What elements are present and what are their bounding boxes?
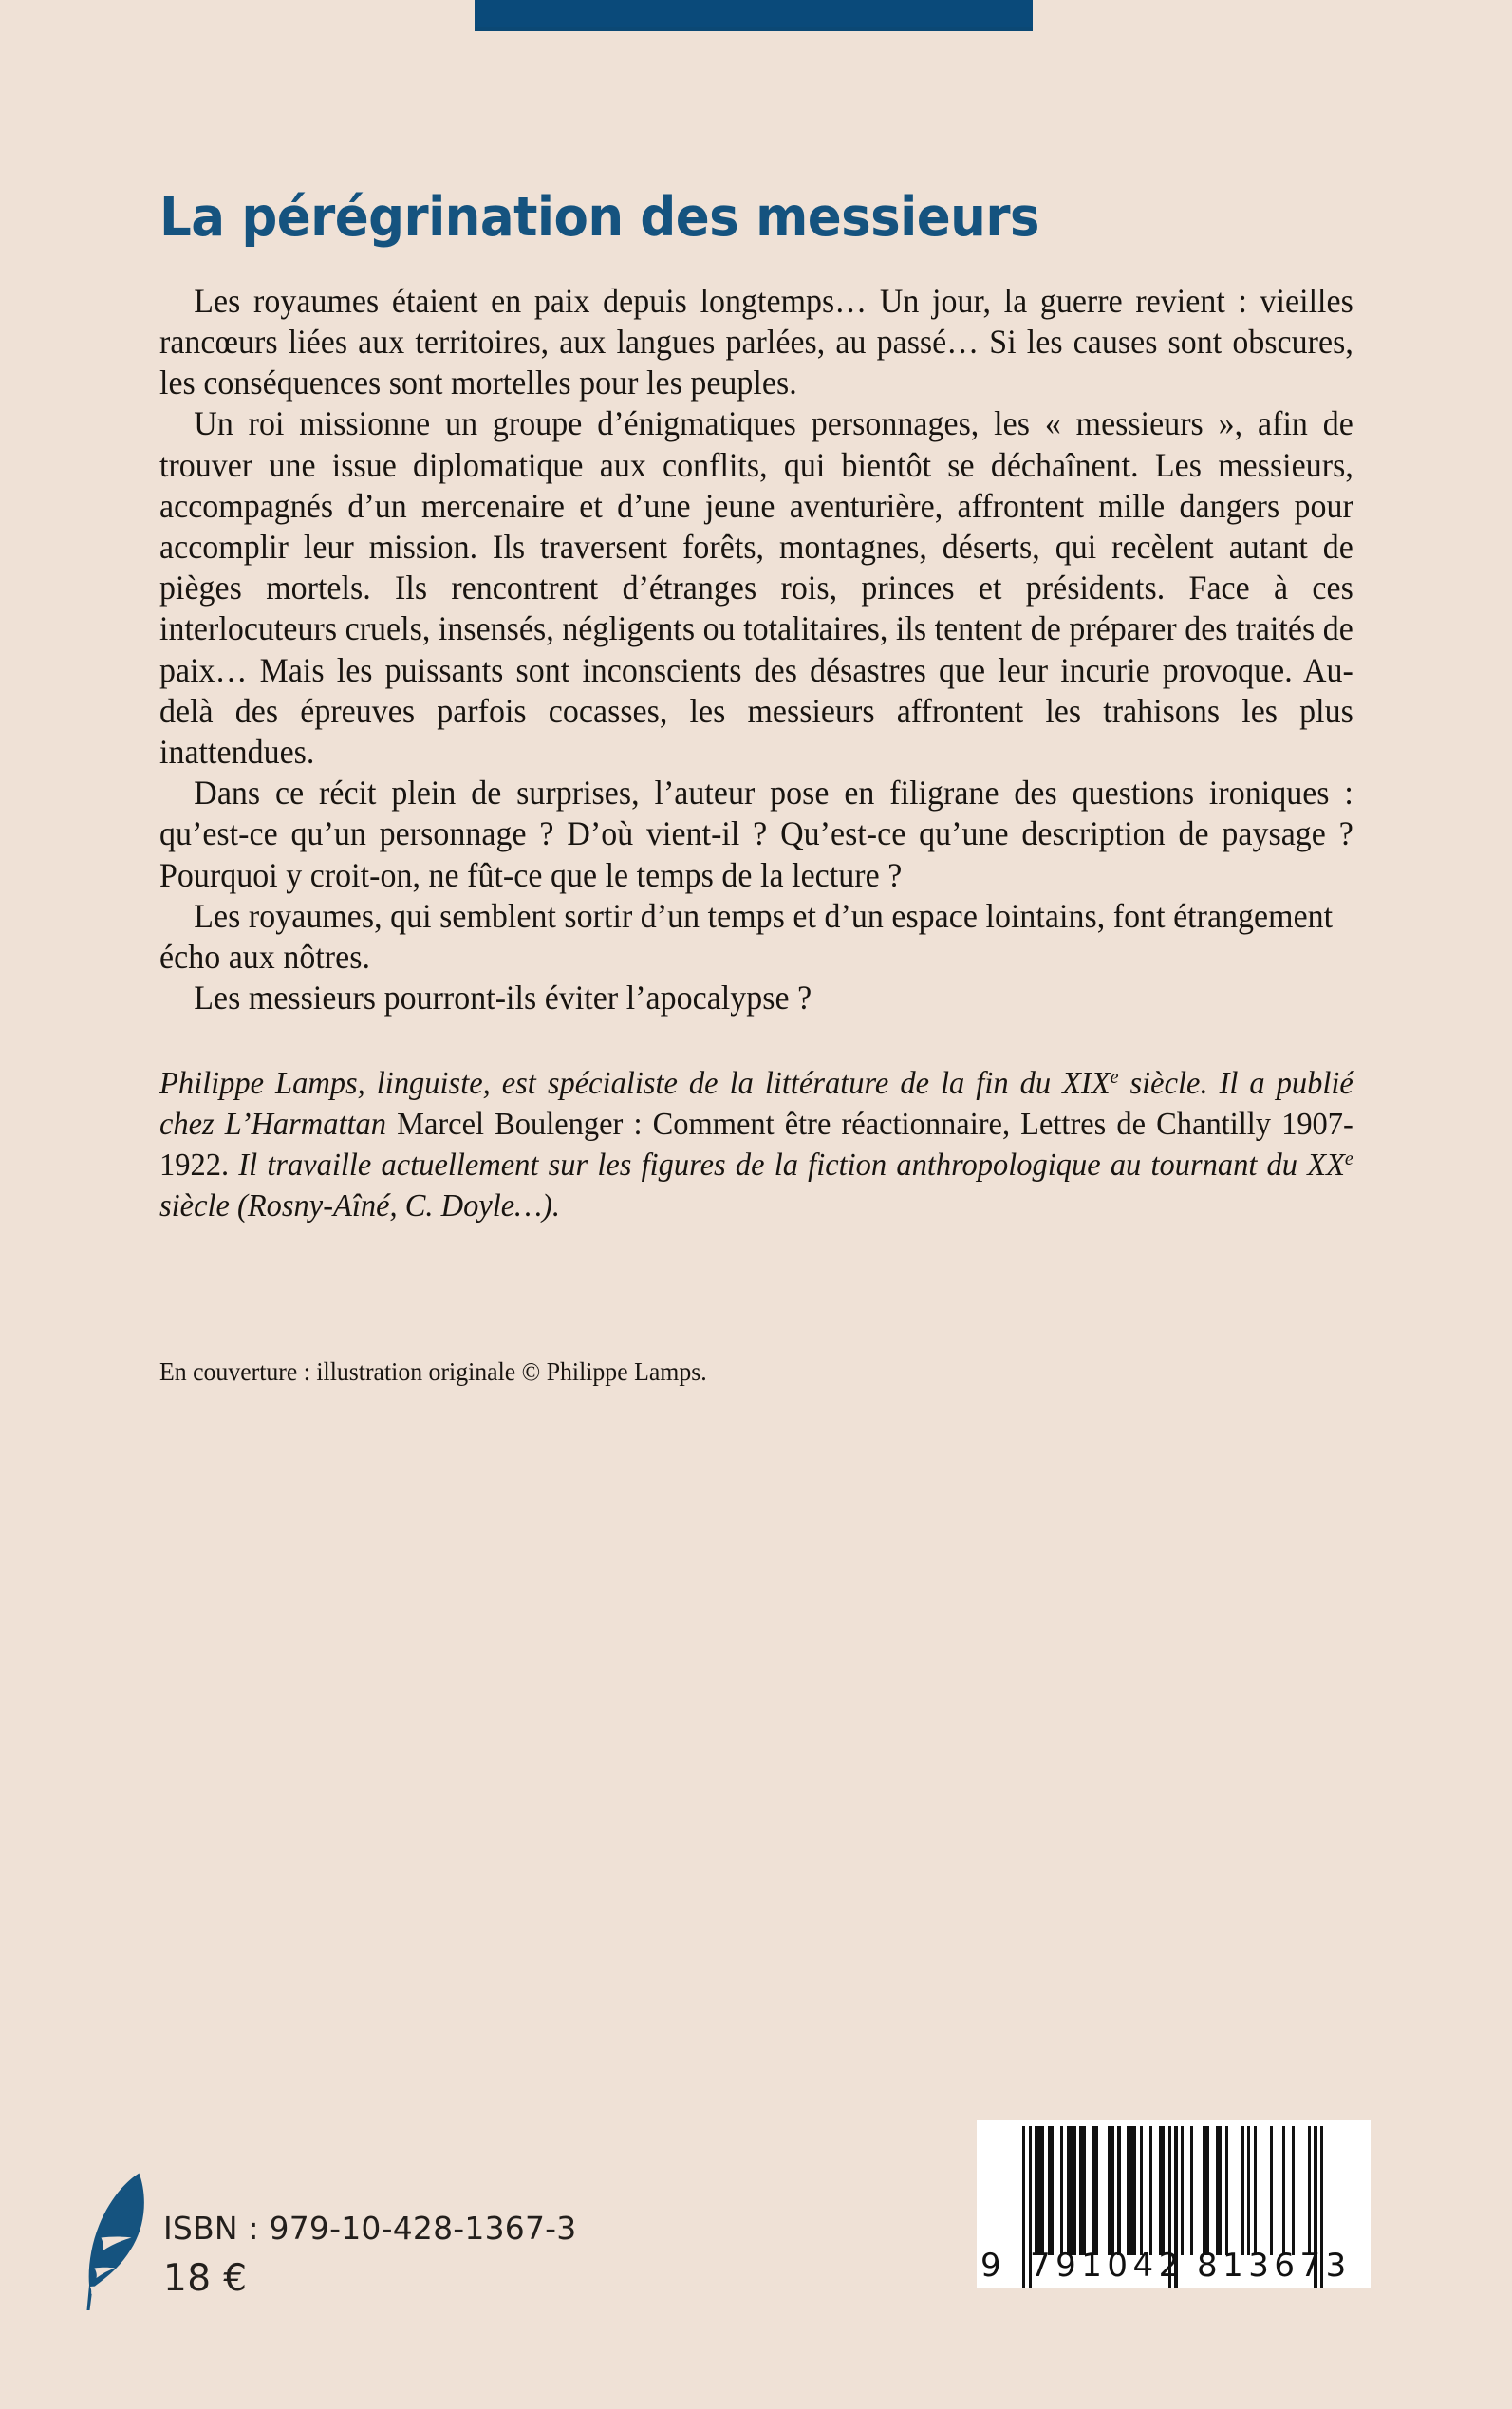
bio-part-3: Il travaille actuellement sur les figures de la fiction anthropologique au tournant du XX xyxy=(229,1147,1345,1183)
barcode-digit-group-2: 813673 xyxy=(1197,2247,1352,2285)
page-title: La pérégrination des messieurs xyxy=(159,186,1039,249)
blurb-text xyxy=(159,247,1353,1019)
blurb-paragraph-5: Les messieurs pourront-ils éviter l’apocalypse ? xyxy=(194,979,812,1018)
ean13-barcode xyxy=(977,2120,1371,2288)
bio-published-titles: Marcel Boulenger : Comment être réactionnaire, Lettres de Chantilly 1907-1922. xyxy=(159,1106,1353,1183)
blurb-paragraph-1: Les royaumes étaient en paix depuis longtemps… Un jour, la guerre revient : vieilles rancœurs liées aux territoires, aux langues parlées, au passé… Si les causes sont obscures, les conséquences sont mortelles pour les peuples. xyxy=(159,281,1353,402)
content-column xyxy=(159,0,1353,1388)
author-biography xyxy=(159,1019,1353,1226)
blurb-paragraph-2: Un roi missionne un groupe d’énigmatiques personnages, les « messieurs », afin de trouver une issue diplomatique aux conflits, qui bientôt se déchaînent. Les messieurs, accompagnés d’un mercenaire et d’une jeune aventurière, affrontent mille dangers pour accomplir leur mission. Ils traversent forêts, montagnes, déserts, qui recèlent autant de pièges mortels. Ils rencontrent d’étranges rois, princes et présidents. Face à ces interlocuteurs cruels, insensés, négligents ou totalitaires, ils tentent de préparer des traités de paix… Mais les puissants sont inconscients des désastres que leur incurie provoque. Au-delà des épreuves parfois cocasses, les messieurs affrontent les trahisons les plus inattendues. xyxy=(159,404,1353,772)
isbn-price-block xyxy=(163,2208,576,2305)
bio-part-1: Philippe Lamps, linguiste, est spécialiste de la littérature de la fin du XIX xyxy=(159,1065,1111,1101)
bio-part-4: siècle (Rosny-Aîné, C. Doyle…). xyxy=(159,1187,560,1223)
barcode-digit-group-0: 9 xyxy=(980,2247,1001,2285)
cover-illustration-credit: En couverture : illustration originale © Philippe Lamps. xyxy=(159,1356,707,1386)
feather-quill-icon xyxy=(82,2170,152,2314)
blurb-paragraph-4: Les royaumes, qui semblent sortir d’un temps et d’un espace lointains, font étrangement écho aux nôtres. xyxy=(159,896,1334,977)
bio-part-2: siècle. Il a publié chez L’Harmattan xyxy=(159,1065,1353,1142)
barcode-digits xyxy=(977,2248,1371,2284)
blurb-paragraph-3: Dans ce récit plein de surprises, l’auteur pose en filigrane des questions ironiques : qu’est-ce qu’un personnage ? D’où vient-il ? Qu’est-ce qu’une description de paysage ? Pourquoi y croit-on, ne fût-ce que le temps de la lecture ? xyxy=(159,774,1353,894)
bio-ordinal-1: e xyxy=(1110,1064,1119,1088)
price-label: 18 € xyxy=(163,2257,248,2300)
barcode-digit-group-1: 791042 xyxy=(1030,2247,1185,2285)
isbn-number: ISBN : 979-10-428-1367-3 xyxy=(163,2210,577,2247)
bio-ordinal-2: e xyxy=(1344,1146,1353,1169)
